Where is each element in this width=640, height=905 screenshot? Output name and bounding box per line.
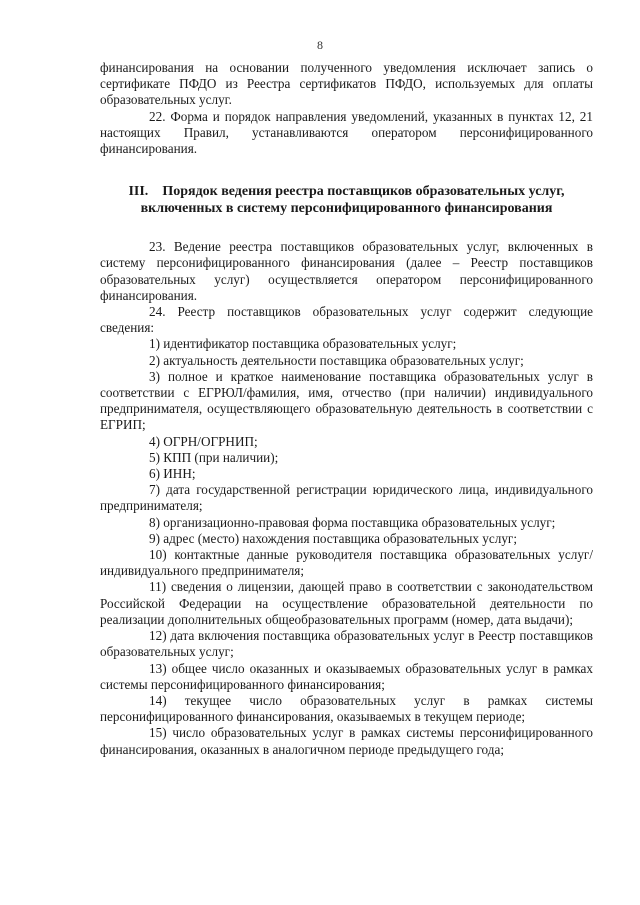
list-item: 15) число образовательных услуг в рамках системы персонифицированного финансирования, оказанных в аналогичном периоде предыдущего года; <box>100 725 593 757</box>
list-item: 2) актуальность деятельности поставщика образовательных услуг; <box>149 352 524 368</box>
paragraph-continuation: финансирования на основании полученного уведомления исключает запись о сертификате ПФДО из Реестра сертификатов ПФДО, используемых для оплаты образовательных услуг. <box>100 60 593 108</box>
list-item: 3) полное и краткое наименование поставщика образовательных услуг в соответствии с ЕГРЮЛ/фамилия, имя, отчество (при наличии) индивидуального предпринимателя, осуществляющего образовательную деятельность в соответствии с ЕГРИП; <box>100 368 593 433</box>
page-number: 8 <box>317 38 323 52</box>
list-item: 7) дата государственной регистрации юридического лица, индивидуального предпринимателя; <box>100 482 593 514</box>
section-heading <box>100 183 593 217</box>
paragraph-24: 24. Реестр поставщиков образовательных услуг содержит следующие сведения: <box>100 304 593 336</box>
list-item: 6) ИНН; <box>149 466 196 482</box>
list-item: 13) общее число оказанных и оказываемых образовательных услуг в рамках системы персонифицированного финансирования; <box>100 660 593 692</box>
document-body <box>100 60 593 758</box>
list-item: 12) дата включения поставщика образовательных услуг в Реестр поставщиков образовательных услуг; <box>100 628 593 660</box>
list-item: 14) текущее число образовательных услуг в рамках системы персонифицированного финансирования, оказываемых в текущем периоде; <box>100 692 593 725</box>
list-item: 1) идентификатор поставщика образовательных услуг; <box>149 336 457 352</box>
paragraph-23: 23. Ведение реестра поставщиков образовательных услуг, включенных в систему персонифицированного финансирования (далее – Реестр поставщиков образовательных услуг) осуществляется оператором персонифицированного финансирования. <box>100 239 593 303</box>
list-item: 4) ОГРН/ОГРНИП; <box>149 433 258 449</box>
section-title: Порядок ведения реестра поставщиков образовательных услуг, включенных в систему персонифицированного финансирования <box>140 184 565 217</box>
list-item: 5) КПП (при наличии); <box>149 449 279 465</box>
list-item: 9) адрес (место) нахождения поставщика образовательных услуг; <box>149 530 517 546</box>
list-item: 10) контактные данные руководителя поставщика образовательных услуг/ индивидуального предпринимателя; <box>100 547 593 579</box>
list-item: 8) организационно-правовая форма поставщика образовательных услуг; <box>149 514 556 530</box>
list-item: 11) сведения о лицензии, дающей право в соответствии с законодательством Российской Федерации на осуществление образовательной деятельности по реализации дополнительных общеобразовательных программ (номер, дата выдачи); <box>100 579 593 627</box>
paragraph-22: 22. Форма и порядок направления уведомлений, указанных в пунктах 12, 21 настоящих Правил, устанавливаются оператором персонифицированного финансирования. <box>100 108 593 157</box>
section-number: III. <box>128 184 149 200</box>
